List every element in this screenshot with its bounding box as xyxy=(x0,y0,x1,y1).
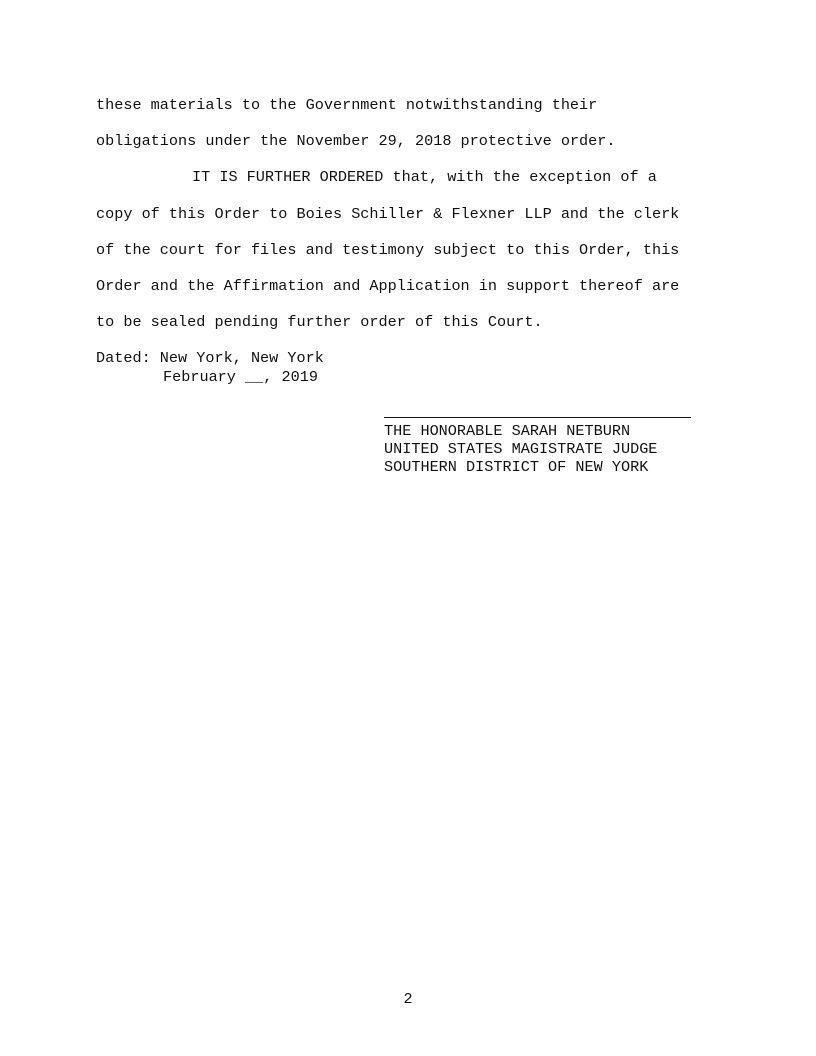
body-line: of the court for files and testimony subject to this Order, this xyxy=(96,241,680,259)
page-number: 2 xyxy=(403,990,413,1008)
body-line: copy of this Order to Boies Schiller & Flexner LLP and the clerk xyxy=(96,205,680,223)
body-line: obligations under the November 29, 2018 protective order. xyxy=(96,132,616,150)
body-line: these materials to the Government notwithstanding their xyxy=(96,96,598,114)
signature-title: UNITED STATES MAGISTRATE JUDGE xyxy=(384,440,658,458)
dated-date: February __, 2019 xyxy=(163,368,318,386)
body-line: to be sealed pending further order of this Court. xyxy=(96,313,543,331)
signature-line xyxy=(384,417,691,418)
signature-name: THE HONORABLE SARAH NETBURN xyxy=(384,422,631,440)
signature-court: SOUTHERN DISTRICT OF NEW YORK xyxy=(384,458,649,476)
body-line: Order and the Affirmation and Application in support thereof are xyxy=(96,277,680,295)
body-line: IT IS FURTHER ORDERED that, with the exception of a xyxy=(192,168,657,186)
dated-place: Dated: New York, New York xyxy=(96,349,324,367)
